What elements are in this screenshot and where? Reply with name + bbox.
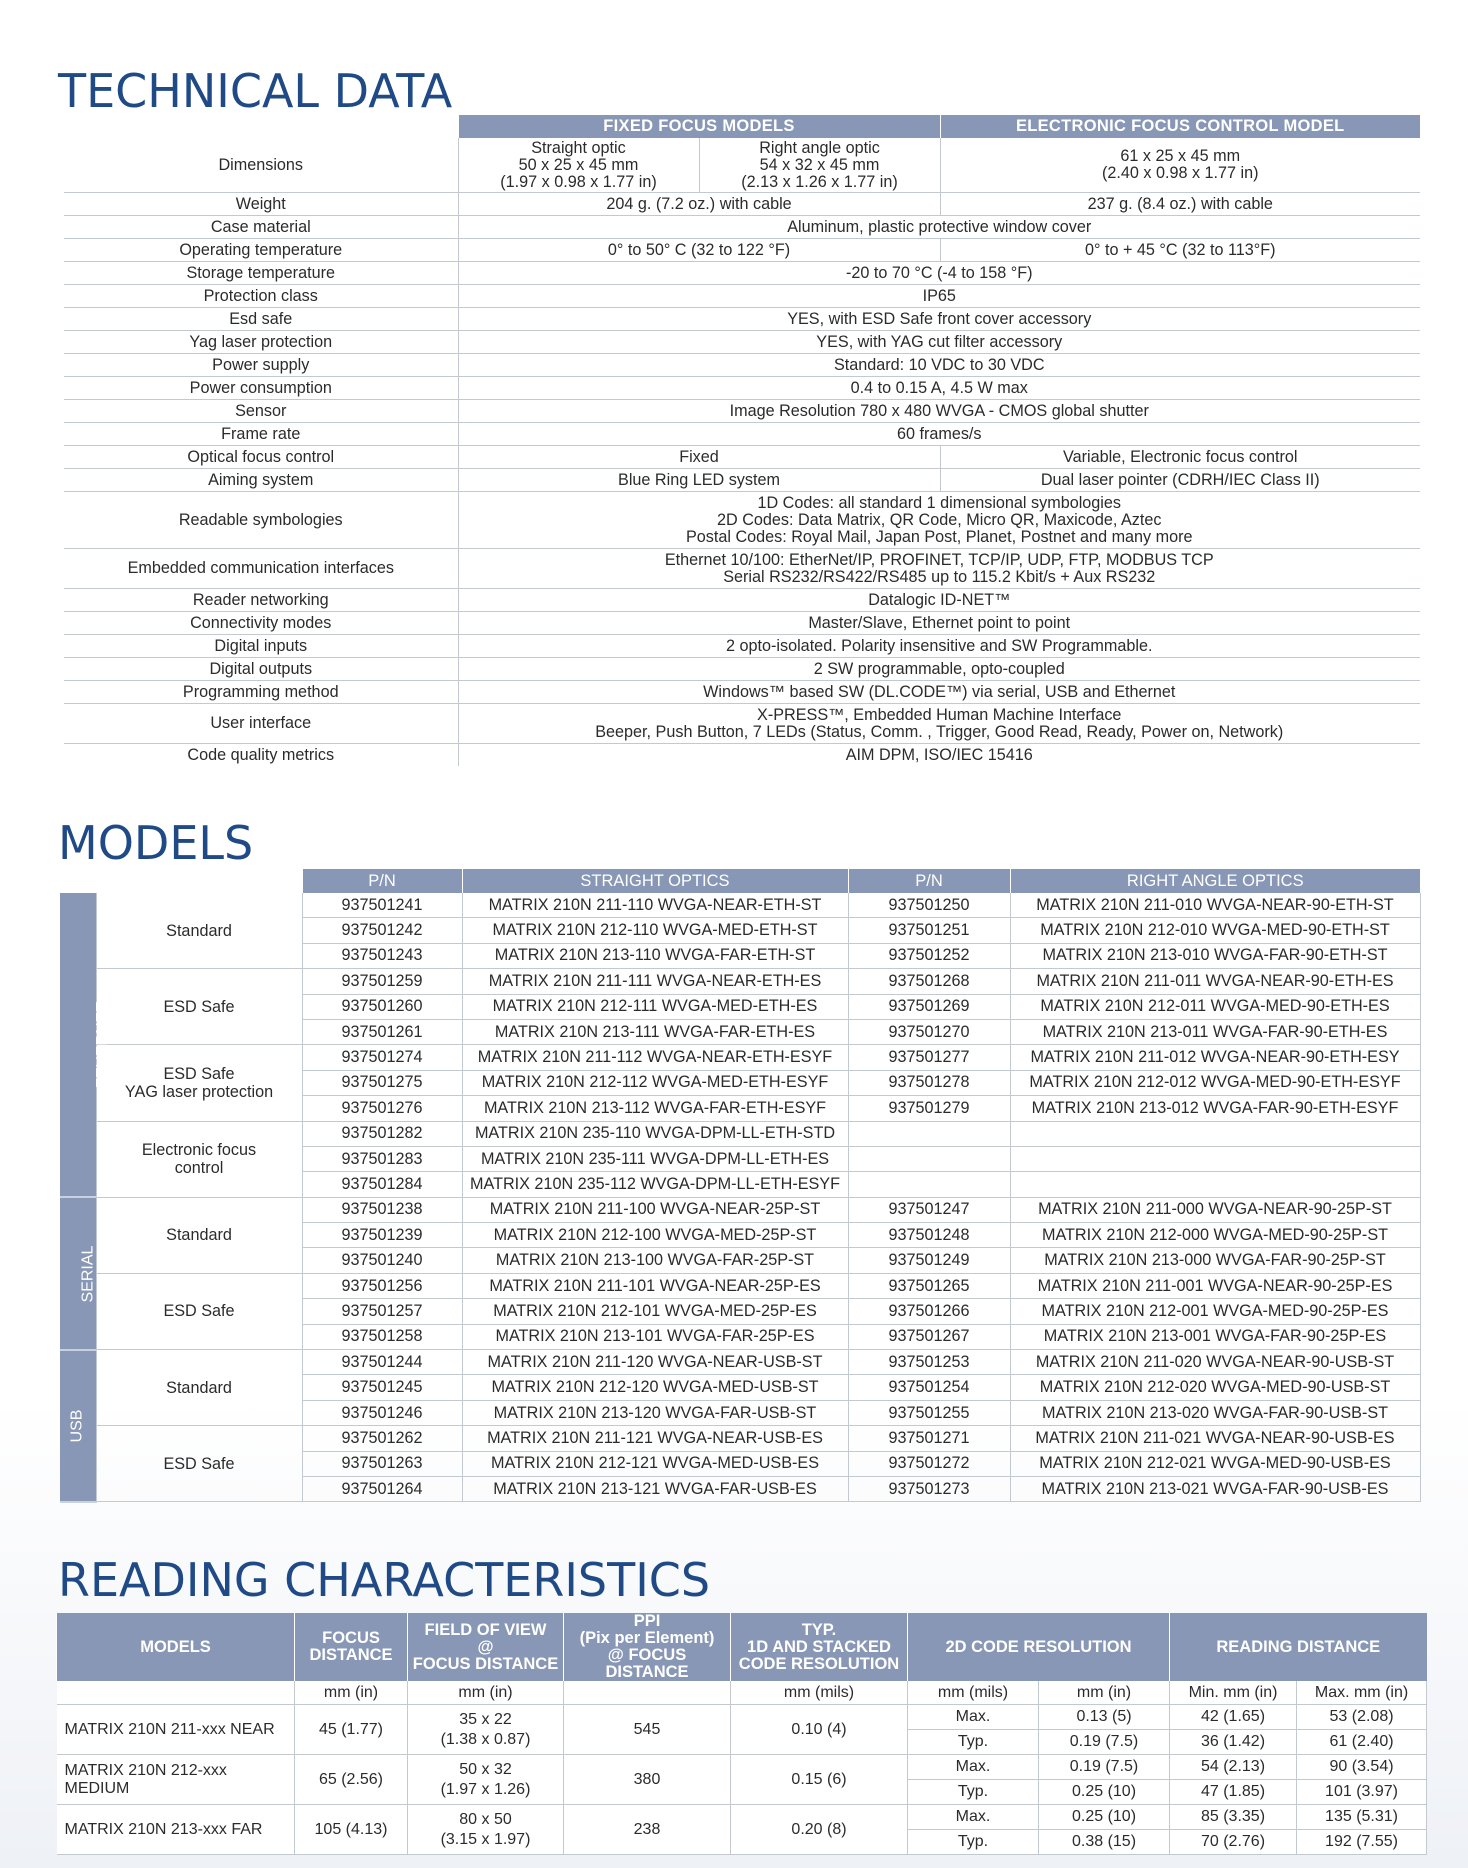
model-row (60, 1350, 1420, 1375)
focus-distance: 105 (4.13) (295, 1805, 408, 1855)
distance-max: 101 (3.97) (1297, 1780, 1427, 1805)
right-angle-model: MATRIX 210N 211-020 WVGA-NEAR-90-USB-ST (1010, 1350, 1420, 1375)
focus-distance: 45 (1.77) (295, 1705, 408, 1755)
right-angle-pn: 937501248 (848, 1223, 1010, 1248)
right-angle-model: MATRIX 210N 212-000 WVGA-MED-90-25P-ST (1010, 1223, 1420, 1248)
straight-pn: 937501258 (302, 1324, 462, 1349)
right-angle-model: MATRIX 210N 213-011 WVGA-FAR-90-ETH-ES (1010, 1019, 1420, 1044)
models-title: MODELS (58, 816, 254, 870)
spec-row-interfaces: Embedded communication interfaces Ethernet 10/100: EtherNet/IP, PROFINET, TCP/IP, UDP, FTP, MODBUS TCP Serial RS232/RS422/RS485 up to 115.2 Kbit/s + Aux RS232 (64, 549, 1420, 589)
spec-row-weight: Weight 204 g. (7.2 oz.) with cable 237 g. (8.4 oz.) with cable (64, 193, 1420, 216)
right-angle-pn: 937501268 (848, 969, 1010, 994)
spec-row-power-consumption: Power consumption 0.4 to 0.15 A, 4.5 W max (64, 377, 1420, 400)
interface-side-label: SERIAL (60, 1197, 96, 1349)
straight-pn: 937501244 (302, 1350, 462, 1375)
right-angle-model (1010, 1146, 1420, 1171)
spec-row-digital-inputs: Digital inputs 2 opto-isolated. Polarity insensitive and SW Programmable. (64, 635, 1420, 658)
tech-header-row (64, 115, 1420, 138)
fixed-focus-header: FIXED FOCUS MODELS (458, 115, 940, 138)
distance-max: 90 (3.54) (1297, 1755, 1427, 1780)
right-angle-model: MATRIX 210N 213-010 WVGA-FAR-90-ETH-ST (1010, 943, 1420, 968)
distance-max: 61 (2.40) (1297, 1730, 1427, 1755)
spec-row-power-supply: Power supply Standard: 10 VDC to 30 VDC (64, 354, 1420, 377)
right-angle-pn: 937501279 (848, 1096, 1010, 1121)
right-angle-model: MATRIX 210N 212-001 WVGA-MED-90-25P-ES (1010, 1299, 1420, 1324)
right-angle-pn: 937501247 (848, 1197, 1010, 1222)
electronic-focus-header: ELECTRONIC FOCUS CONTROL MODEL (940, 115, 1420, 138)
spec-label: Dimensions (64, 138, 458, 193)
straight-model: MATRIX 210N 211-110 WVGA-NEAR-ETH-ST (462, 893, 848, 918)
res-kind-label: Max. (908, 1705, 1039, 1730)
distance-min: 42 (1.65) (1170, 1705, 1297, 1730)
spec-row-connectivity: Connectivity modes Master/Slave, Ethernet point to point (64, 612, 1420, 635)
straight-model: MATRIX 210N 213-120 WVGA-FAR-USB-ST (462, 1400, 848, 1425)
straight-model: MATRIX 210N 235-110 WVGA-DPM-LL-ETH-STD (462, 1121, 848, 1146)
spec-row-programming: Programming method Windows™ based SW (DL.CODE™) via serial, USB and Ethernet (64, 681, 1420, 704)
spec-row-user-interface: User interface X-PRESS™, Embedded Human Machine Interface Beeper, Push Button, 7 LEDs (Status, Comm. , Trigger, Good Read, Ready, Power on, Network) (64, 704, 1420, 744)
right-angle-pn: 937501255 (848, 1400, 1010, 1425)
spec-row-digital-outputs: Digital outputs 2 SW programmable, opto-coupled (64, 658, 1420, 681)
model-row (60, 969, 1420, 994)
res-kind-label: Max. (908, 1805, 1039, 1830)
spec-row-networking: Reader networking Datalogic ID-NET™ (64, 589, 1420, 612)
straight-pn: 937501262 (302, 1426, 462, 1451)
straight-model: MATRIX 210N 211-111 WVGA-NEAR-ETH-ES (462, 969, 848, 994)
straight-pn: 937501263 (302, 1451, 462, 1476)
res-kind-label: Typ. (908, 1830, 1039, 1855)
focus-distance: 65 (2.56) (295, 1755, 408, 1805)
spec-row-frame-rate: Frame rate 60 frames/s (64, 423, 1420, 446)
interface-side-label: USB (60, 1350, 96, 1502)
res-kind-label: Typ. (908, 1730, 1039, 1755)
model-group-label: ESD Safe (96, 969, 302, 1045)
straight-model: MATRIX 210N 213-121 WVGA-FAR-USB-ES (462, 1476, 848, 1501)
straight-pn: 937501260 (302, 994, 462, 1019)
straight-model: MATRIX 210N 212-101 WVGA-MED-25P-ES (462, 1299, 848, 1324)
res-2d-value: 0.25 (10) (1039, 1780, 1170, 1805)
res-2d-value: 0.38 (15) (1039, 1830, 1170, 1855)
model-row (60, 1045, 1420, 1070)
right-angle-model: MATRIX 210N 213-012 WVGA-FAR-90-ETH-ESYF (1010, 1096, 1420, 1121)
model-group-label: Standard (96, 1350, 302, 1426)
spec-row-symbologies: Readable symbologies 1D Codes: all standard 1 dimensional symbologies 2D Codes: Data Matrix, QR Code, Micro QR, Maxicode, Aztec Postal Codes: Royal Mail, Japan Post, Planet, Postnet and many more (64, 492, 1420, 549)
right-angle-pn: 937501251 (848, 918, 1010, 943)
straight-model: MATRIX 210N 213-111 WVGA-FAR-ETH-ES (462, 1019, 848, 1044)
straight-model: MATRIX 210N 235-112 WVGA-DPM-LL-ETH-ESYF (462, 1172, 848, 1197)
right-angle-pn: 937501252 (848, 943, 1010, 968)
spec-row-sensor: Sensor Image Resolution 780 x 480 WVGA - CMOS global shutter (64, 400, 1420, 423)
reading-title: READING CHARACTERISTICS (58, 1553, 711, 1607)
straight-model: MATRIX 210N 211-112 WVGA-NEAR-ETH-ESYF (462, 1045, 848, 1070)
res-2d-value: 0.19 (7.5) (1039, 1755, 1170, 1780)
straight-pn: 937501256 (302, 1273, 462, 1298)
res-2d-value: 0.13 (5) (1039, 1705, 1170, 1730)
distance-min: 70 (2.76) (1170, 1830, 1297, 1855)
right-angle-pn: 937501267 (848, 1324, 1010, 1349)
reading-row (57, 1705, 1427, 1730)
right-angle-model: MATRIX 210N 213-020 WVGA-FAR-90-USB-ST (1010, 1400, 1420, 1425)
straight-pn: 937501276 (302, 1096, 462, 1121)
ppi-value: 380 (564, 1755, 731, 1805)
right-angle-model: MATRIX 210N 211-001 WVGA-NEAR-90-25P-ES (1010, 1273, 1420, 1298)
right-angle-model: MATRIX 210N 212-011 WVGA-MED-90-ETH-ES (1010, 994, 1420, 1019)
right-angle-pn (848, 1172, 1010, 1197)
right-angle-model: MATRIX 210N 211-011 WVGA-NEAR-90-ETH-ES (1010, 969, 1420, 994)
right-angle-pn: 937501278 (848, 1070, 1010, 1095)
straight-pn: 937501242 (302, 918, 462, 943)
distance-max: 53 (2.08) (1297, 1705, 1427, 1730)
right-angle-pn: 937501273 (848, 1476, 1010, 1501)
straight-model: MATRIX 210N 213-112 WVGA-FAR-ETH-ESYF (462, 1096, 848, 1121)
straight-pn: 937501238 (302, 1197, 462, 1222)
straight-model: MATRIX 210N 213-101 WVGA-FAR-25P-ES (462, 1324, 848, 1349)
straight-pn: 937501283 (302, 1146, 462, 1171)
right-angle-model: MATRIX 210N 211-012 WVGA-NEAR-90-ETH-ESY (1010, 1045, 1420, 1070)
straight-model: MATRIX 210N 212-111 WVGA-MED-ETH-ES (462, 994, 848, 1019)
reading-model-name: MATRIX 210N 212-xxx MEDIUM (57, 1755, 295, 1805)
model-row (60, 1273, 1420, 1298)
field-of-view: 35 x 22 (1.38 x 0.87) (408, 1705, 564, 1755)
right-angle-pn: 937501277 (848, 1045, 1010, 1070)
spec-row-optical-focus: Optical focus control Fixed Variable, Electronic focus control (64, 446, 1420, 469)
res-2d-value: 0.19 (7.5) (1039, 1730, 1170, 1755)
model-group-label: Standard (96, 893, 302, 969)
spec-row-aiming: Aiming system Blue Ring LED system Dual laser pointer (CDRH/IEC Class II) (64, 469, 1420, 492)
dimensions-electronic: 61 x 25 x 45 mm (2.40 x 0.98 x 1.77 in) (940, 138, 1420, 193)
reading-model-name: MATRIX 210N 213-xxx FAR (57, 1805, 295, 1855)
reading-model-name: MATRIX 210N 211-xxx NEAR (57, 1705, 295, 1755)
interface-side-label: ETHERNET (60, 893, 96, 1197)
reading-units-row: mm (in) mm (in) mm (mils) mm (mils) mm (in) Min. mm (in) Max. mm (in) (57, 1681, 1427, 1705)
model-group-label: Standard (96, 1197, 302, 1273)
right-angle-model: MATRIX 210N 211-000 WVGA-NEAR-90-25P-ST (1010, 1197, 1420, 1222)
spec-row-dimensions (64, 138, 1420, 193)
straight-model: MATRIX 210N 213-100 WVGA-FAR-25P-ST (462, 1248, 848, 1273)
right-angle-pn: 937501254 (848, 1375, 1010, 1400)
straight-pn: 937501241 (302, 893, 462, 918)
right-angle-model (1010, 1172, 1420, 1197)
distance-max: 135 (5.31) (1297, 1805, 1427, 1830)
right-angle-pn: 937501269 (848, 994, 1010, 1019)
right-angle-model: MATRIX 210N 211-021 WVGA-NEAR-90-USB-ES (1010, 1426, 1420, 1451)
right-angle-model (1010, 1121, 1420, 1146)
straight-model: MATRIX 210N 211-101 WVGA-NEAR-25P-ES (462, 1273, 848, 1298)
right-angle-pn (848, 1121, 1010, 1146)
reading-table (56, 1613, 1427, 1855)
distance-min: 36 (1.42) (1170, 1730, 1297, 1755)
res-kind-label: Typ. (908, 1780, 1039, 1805)
straight-pn: 937501259 (302, 969, 462, 994)
distance-min: 54 (2.13) (1170, 1755, 1297, 1780)
technical-data-table (64, 115, 1420, 766)
right-angle-model: MATRIX 210N 213-000 WVGA-FAR-90-25P-ST (1010, 1248, 1420, 1273)
straight-pn: 937501282 (302, 1121, 462, 1146)
dimensions-right-angle: Right angle optic 54 x 32 x 45 mm (2.13 x 1.26 x 1.77 in) (699, 138, 940, 193)
spec-row-esd: Esd safe YES, with ESD Safe front cover accessory (64, 308, 1420, 331)
straight-model: MATRIX 210N 235-111 WVGA-DPM-LL-ETH-ES (462, 1146, 848, 1171)
right-angle-model: MATRIX 210N 212-010 WVGA-MED-90-ETH-ST (1010, 918, 1420, 943)
straight-pn: 937501257 (302, 1299, 462, 1324)
models-table (60, 869, 1421, 1503)
straight-pn: 937501264 (302, 1476, 462, 1501)
model-row (60, 1426, 1420, 1451)
spec-row-yag: Yag laser protection YES, with YAG cut filter accessory (64, 331, 1420, 354)
spec-row-operating-temp: Operating temperature 0° to 50° C (32 to 122 °F) 0° to + 45 °C (32 to 113°F) (64, 239, 1420, 262)
spec-row-case-material: Case material Aluminum, plastic protective window cover (64, 216, 1420, 239)
straight-model: MATRIX 210N 211-120 WVGA-NEAR-USB-ST (462, 1350, 848, 1375)
straight-model: MATRIX 210N 212-121 WVGA-MED-USB-ES (462, 1451, 848, 1476)
model-row (60, 893, 1420, 918)
right-angle-model: MATRIX 210N 211-010 WVGA-NEAR-90-ETH-ST (1010, 893, 1420, 918)
distance-max: 192 (7.55) (1297, 1830, 1427, 1855)
straight-model: MATRIX 210N 212-110 WVGA-MED-ETH-ST (462, 918, 848, 943)
right-angle-pn: 937501272 (848, 1451, 1010, 1476)
spec-row-protection: Protection class IP65 (64, 285, 1420, 308)
right-angle-model: MATRIX 210N 213-021 WVGA-FAR-90-USB-ES (1010, 1476, 1420, 1501)
model-group-label: Electronic focus control (96, 1121, 302, 1197)
field-of-view: 50 x 32 (1.97 x 1.26) (408, 1755, 564, 1805)
ppi-value: 545 (564, 1705, 731, 1755)
straight-pn: 937501246 (302, 1400, 462, 1425)
res-2d-value: 0.25 (10) (1039, 1805, 1170, 1830)
distance-min: 85 (3.35) (1170, 1805, 1297, 1830)
spec-row-quality: Code quality metrics AIM DPM, ISO/IEC 15416 (64, 744, 1420, 767)
straight-pn: 937501239 (302, 1223, 462, 1248)
model-group-label: ESD Safe (96, 1273, 302, 1349)
straight-pn: 937501284 (302, 1172, 462, 1197)
model-row (60, 1197, 1420, 1222)
straight-model: MATRIX 210N 212-100 WVGA-MED-25P-ST (462, 1223, 848, 1248)
straight-pn: 937501243 (302, 943, 462, 968)
right-angle-model: MATRIX 210N 213-001 WVGA-FAR-90-25P-ES (1010, 1324, 1420, 1349)
right-angle-pn: 937501270 (848, 1019, 1010, 1044)
distance-min: 47 (1.85) (1170, 1780, 1297, 1805)
res-kind-label: Max. (908, 1755, 1039, 1780)
right-angle-pn: 937501249 (848, 1248, 1010, 1273)
model-row (60, 1121, 1420, 1146)
right-angle-pn: 937501265 (848, 1273, 1010, 1298)
right-angle-pn: 937501271 (848, 1426, 1010, 1451)
right-angle-model: MATRIX 210N 212-012 WVGA-MED-90-ETH-ESYF (1010, 1070, 1420, 1095)
spec-row-storage-temp: Storage temperature -20 to 70 °C (-4 to 158 °F) (64, 262, 1420, 285)
model-group-label: ESD Safe (96, 1426, 302, 1502)
ppi-value: 238 (564, 1805, 731, 1855)
right-angle-pn: 937501253 (848, 1350, 1010, 1375)
straight-model: MATRIX 210N 212-112 WVGA-MED-ETH-ESYF (462, 1070, 848, 1095)
straight-pn: 937501274 (302, 1045, 462, 1070)
right-angle-pn: 937501266 (848, 1299, 1010, 1324)
typ-1d-resolution: 0.10 (4) (731, 1705, 908, 1755)
straight-model: MATRIX 210N 212-120 WVGA-MED-USB-ST (462, 1375, 848, 1400)
reading-header-row: MODELS FOCUS DISTANCE FIELD OF VIEW @ FOCUS DISTANCE PPI (Pix per Element) @ FOCUS DISTANCE TYP. 1D AND STACKED CODE RESOLUTION 2D CODE RESOLUTION READING DISTANCE (57, 1613, 1427, 1681)
typ-1d-resolution: 0.15 (6) (731, 1755, 908, 1805)
model-group-label: ESD Safe YAG laser protection (96, 1045, 302, 1121)
technical-data-title: TECHNICAL DATA (58, 64, 453, 118)
reading-row (57, 1755, 1427, 1780)
straight-pn: 937501261 (302, 1019, 462, 1044)
right-angle-model: MATRIX 210N 212-021 WVGA-MED-90-USB-ES (1010, 1451, 1420, 1476)
reading-row (57, 1805, 1427, 1830)
straight-model: MATRIX 210N 211-100 WVGA-NEAR-25P-ST (462, 1197, 848, 1222)
typ-1d-resolution: 0.20 (8) (731, 1805, 908, 1855)
field-of-view: 80 x 50 (3.15 x 1.97) (408, 1805, 564, 1855)
straight-pn: 937501245 (302, 1375, 462, 1400)
straight-model: MATRIX 210N 213-110 WVGA-FAR-ETH-ST (462, 943, 848, 968)
right-angle-pn: 937501250 (848, 893, 1010, 918)
models-header-row: P/N STRAIGHT OPTICS P/N RIGHT ANGLE OPTICS (60, 869, 1420, 893)
straight-pn: 937501275 (302, 1070, 462, 1095)
dimensions-straight: Straight optic 50 x 25 x 45 mm (1.97 x 0.98 x 1.77 in) (458, 138, 699, 193)
right-angle-model: MATRIX 210N 212-020 WVGA-MED-90-USB-ST (1010, 1375, 1420, 1400)
right-angle-pn (848, 1146, 1010, 1171)
straight-pn: 937501240 (302, 1248, 462, 1273)
straight-model: MATRIX 210N 211-121 WVGA-NEAR-USB-ES (462, 1426, 848, 1451)
